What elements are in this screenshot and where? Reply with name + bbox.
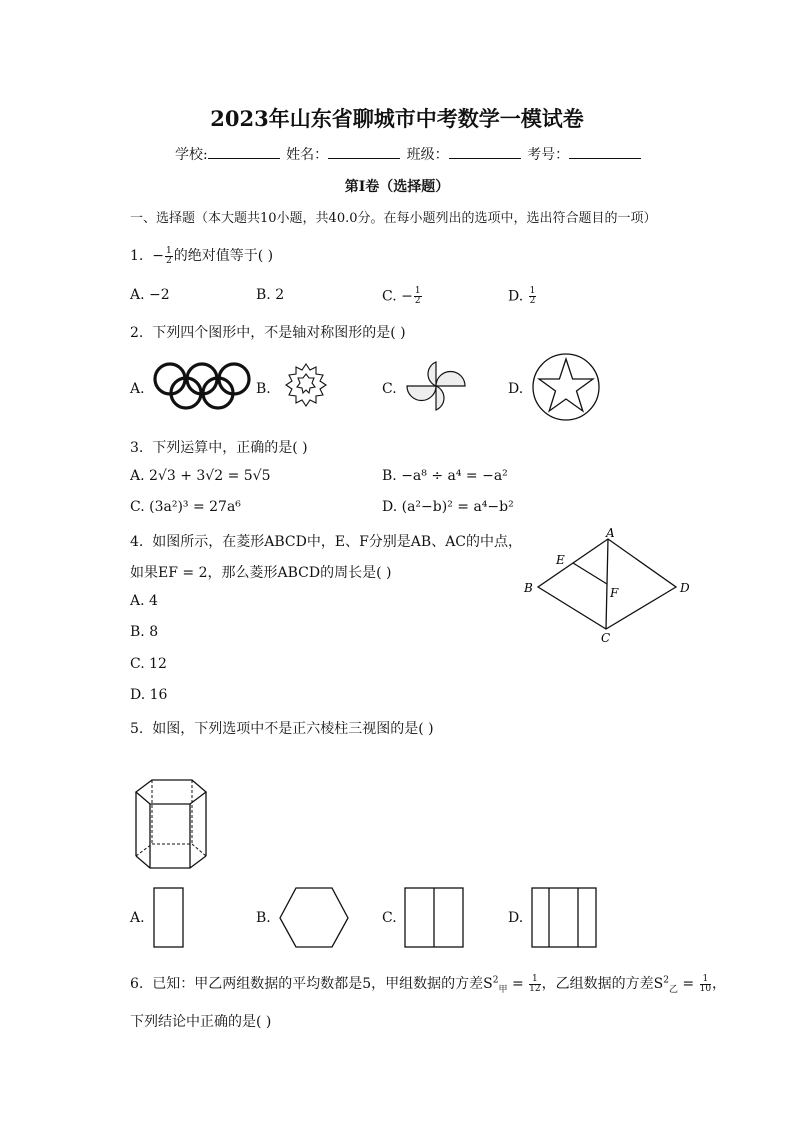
q1-text: 的绝对值等于( ) — [173, 248, 274, 264]
q6-fraction-2: $\frac{1}{10}$ — [699, 973, 712, 994]
q1-option-b: B. 2 — [256, 287, 285, 303]
label-d: D — [680, 581, 690, 595]
q6-text1: 已知：甲乙两组数据的平均数都是5，甲组数据的方差S — [152, 976, 493, 992]
exam-no-label: 考号： — [527, 147, 570, 163]
q6-fraction-1: $\frac{1}{12}$ — [529, 973, 541, 994]
q4-option-d: D. 16 — [130, 687, 168, 703]
q5-number: 5. — [130, 721, 144, 737]
q1-fraction: $\frac{1}{2}$ — [166, 245, 172, 266]
q1-option-c: C. − $\frac{1}{2}$ — [382, 286, 421, 306]
q5-text: 如图，下列选项中不是正六棱柱三视图的是( ) — [152, 721, 434, 737]
q4-option-b: B. 8 — [130, 624, 159, 640]
q2-option-d: D. — [508, 381, 524, 397]
label-b: B — [524, 581, 533, 595]
student-info-line — [175, 144, 643, 164]
q3-option-d: D. (a²−b)² = a⁴−b² — [382, 499, 514, 515]
q5-option-b: B. — [256, 910, 271, 926]
q5-option-a: A. — [130, 910, 145, 926]
question-3 — [130, 437, 308, 457]
name-blank — [328, 144, 400, 159]
star-in-circle-figure — [530, 353, 602, 421]
q2-option-b: B. — [256, 381, 271, 397]
snowflake-figure — [278, 360, 334, 412]
q6-number: 6. — [130, 976, 144, 992]
rhombus-diagram — [520, 527, 700, 647]
q2-option-c: C. — [382, 381, 397, 397]
q5-option-d: D. — [508, 910, 524, 926]
q3-text: 下列运算中，正确的是( ) — [152, 440, 308, 456]
q1-option-a: A. −2 — [130, 287, 170, 303]
q4-option-c: C. 12 — [130, 656, 167, 672]
view-single-rectangle — [153, 887, 185, 949]
section-heading: 第I卷（选择题） — [344, 179, 450, 195]
view-three-rectangles — [531, 887, 599, 949]
question-4 — [130, 531, 522, 551]
label-e: E — [556, 553, 565, 567]
question-2 — [130, 322, 406, 342]
view-hexagon — [279, 887, 351, 949]
q3-number: 3. — [130, 440, 144, 456]
view-two-rectangles — [404, 887, 466, 949]
question-6: 6. 已知：甲乙两组数据的平均数都是5，甲组数据的方差$S^2_甲$ = $\frac{1}{12}$ ，乙组数据的方差$S^2_乙$ = $\frac{1}{10}$ ， — [130, 973, 727, 995]
q1-number: 1. — [130, 248, 144, 264]
q4-line1: 如图所示，在菱形ABCD中，E、F分别是AB、AC的中点， — [152, 534, 523, 550]
page-title: 2023年山东省聊城市中考数学一模试卷 — [210, 106, 584, 131]
q2-option-a: A. — [130, 381, 145, 397]
hexagonal-prism-figure — [128, 776, 213, 874]
school-blank — [208, 144, 280, 159]
exam-no-blank — [569, 144, 641, 159]
label-a: A — [606, 526, 615, 540]
label-c: C — [601, 631, 611, 645]
q2-number: 2. — [130, 325, 144, 341]
q2-text: 下列四个图形中，不是轴对称图形的是( ) — [152, 325, 406, 341]
q6-line2: 下列结论中正确的是( ) — [130, 1014, 272, 1030]
q3-option-c: C. (3a²)³ = 27a⁶ — [130, 499, 241, 515]
q1-option-d: D. $\frac{1}{2}$ — [508, 286, 536, 306]
q3-option-b: B. −a⁸ ÷ a⁴ = −a² — [382, 468, 508, 484]
label-f: F — [610, 586, 619, 600]
q4-number: 4. — [130, 534, 144, 550]
name-label: 姓名： — [286, 147, 329, 163]
class-blank — [449, 144, 521, 159]
instructions: 一、选择题（本大题共10小题，共40.0分。在每小题列出的选项中，选出符合题目的一项） — [130, 211, 657, 226]
q6-text2: ，乙组数据的方差S — [541, 976, 664, 992]
class-label: 班级： — [406, 147, 449, 163]
school-label: 学校: — [175, 147, 208, 163]
q5-option-c: C. — [382, 910, 397, 926]
q1-neg: − — [152, 248, 164, 264]
q3-option-a: A. 2√3 + 3√2 = 5√5 — [130, 468, 271, 484]
q4-option-a: A. 4 — [130, 593, 158, 609]
pinwheel-figure — [405, 360, 467, 412]
question-1 — [130, 245, 273, 266]
question-5 — [130, 718, 434, 738]
q4-line2: 如果EF = 2，那么菱形ABCD的周长是( ) — [130, 565, 392, 581]
olympic-rings-figure — [150, 363, 260, 411]
